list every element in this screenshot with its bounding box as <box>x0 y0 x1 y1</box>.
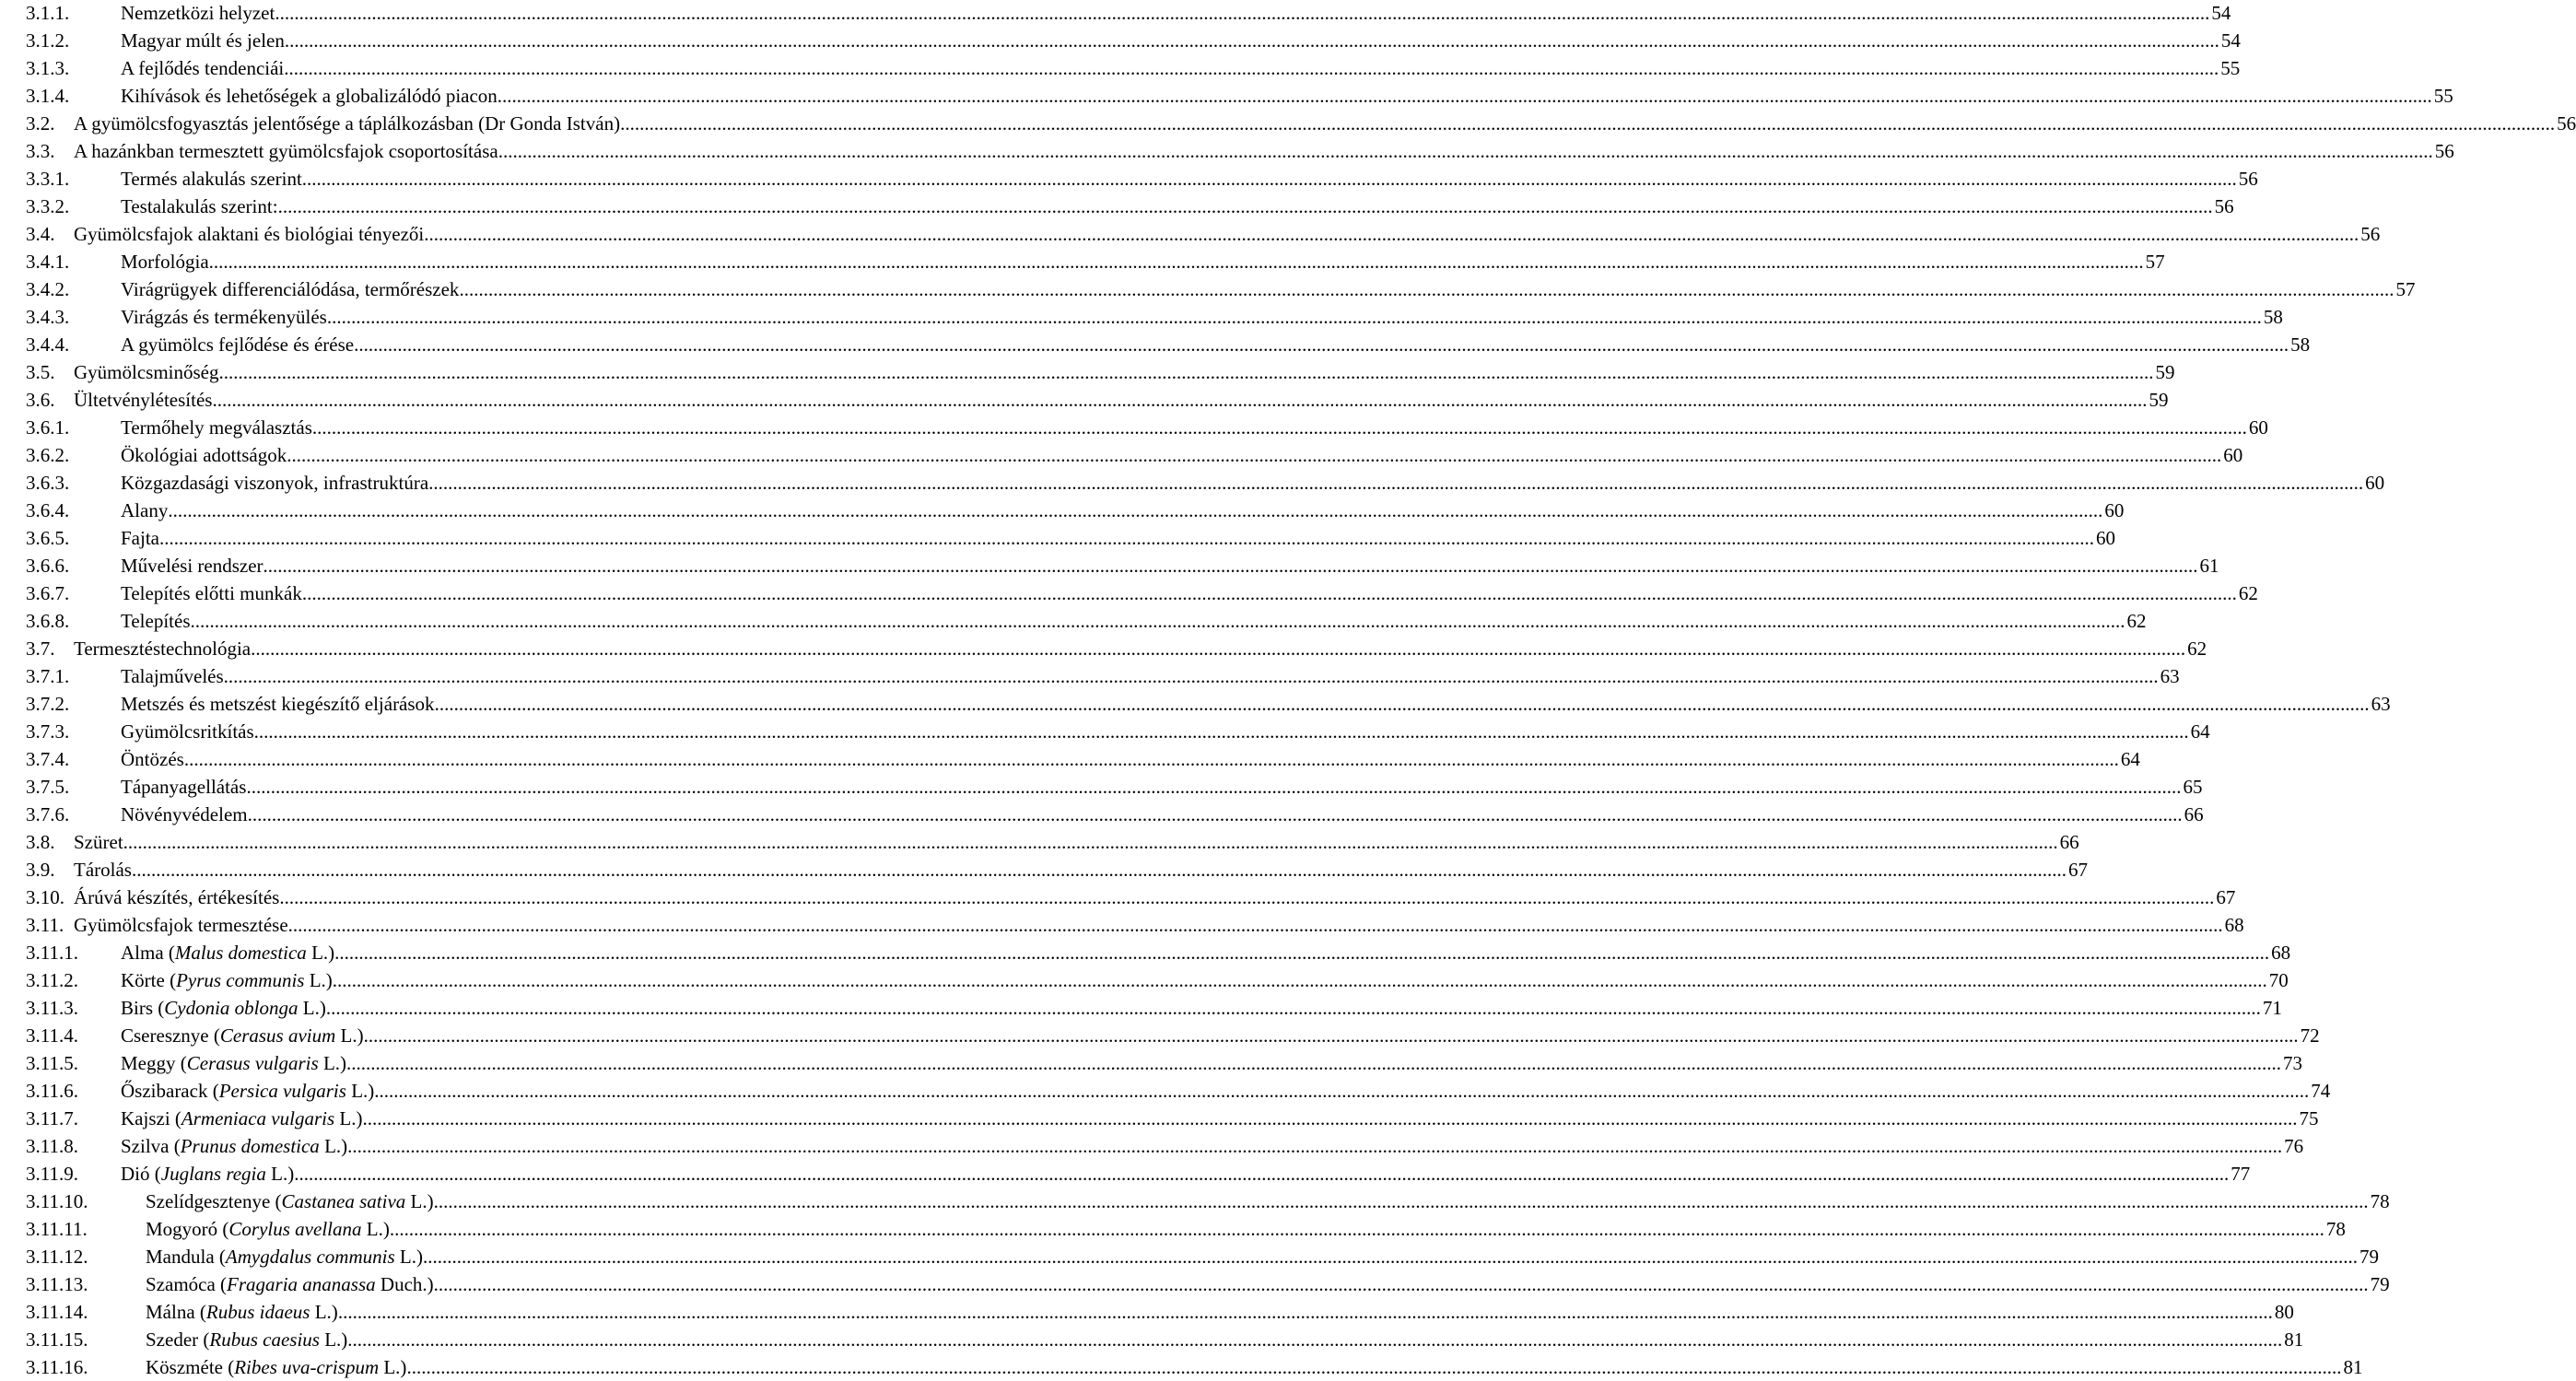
toc-entry-title-latin: Pyrus communis <box>176 969 305 991</box>
toc-entry-number: 3.11.2. <box>26 969 78 991</box>
toc-entry-number: 3.5. <box>26 361 55 383</box>
toc-entry-number: 3.6.1. <box>26 416 70 439</box>
toc-entry-page-number: 57 <box>2395 278 2416 300</box>
toc-entry-number: 3.7.3. <box>26 720 70 743</box>
dot-leader: ................................................................................................................................................................................................................................................................................................................................................................................................................ <box>246 776 2182 798</box>
toc-entry[interactable] <box>0 110 2576 137</box>
dot-leader: ................................................................................................................................................................................................................................................................................................................................................................................................................ <box>428 472 2364 494</box>
dot-leader: ................................................................................................................................................................................................................................................................................................................................................................................................................ <box>183 748 2119 770</box>
toc-entry-page-number: 80 <box>2274 1301 2294 1323</box>
toc-entry-page-number: 55 <box>2433 85 2453 107</box>
toc-entry-title-author: Duch.) <box>375 1273 434 1295</box>
toc-entry-title: Szüret <box>74 831 123 853</box>
toc-entry-title-common: Dió ( <box>121 1163 161 1185</box>
toc-entry[interactable] <box>0 165 2258 193</box>
toc-entry-number: 3.11.16. <box>26 1356 88 1378</box>
toc-entry[interactable] <box>0 275 2416 303</box>
toc-entry[interactable] <box>0 54 2241 82</box>
toc-entry-number: 3.7.1. <box>26 665 70 687</box>
toc-entry[interactable] <box>0 939 2291 966</box>
dot-leader: ................................................................................................................................................................................................................................................................................................................................................................................................................ <box>424 223 2359 245</box>
toc-entry-page-number: 60 <box>2223 444 2243 466</box>
toc-entry-page-number: 78 <box>2325 1218 2346 1240</box>
toc-entry-title-author: L.) <box>345 1080 375 1102</box>
toc-entry[interactable] <box>0 1270 2390 1298</box>
toc-entry-title <box>146 1215 390 1243</box>
toc-entry-title: Tápanyagellátás <box>121 776 247 798</box>
dot-leader: ................................................................................................................................................................................................................................................................................................................................................................................................................ <box>168 499 2103 521</box>
toc-entry-page-number: 56 <box>2434 140 2454 162</box>
toc-entry-title: Növényvédelem <box>121 803 248 825</box>
toc-entry-title-common: Málna ( <box>146 1301 206 1323</box>
toc-entry-title <box>146 1270 434 1298</box>
dot-leader: ................................................................................................................................................................................................................................................................................................................................................................................................................ <box>334 942 2270 964</box>
dot-leader: ................................................................................................................................................................................................................................................................................................................................................................................................................ <box>347 1328 2283 1351</box>
toc-entry-title-common: Meggy ( <box>121 1052 187 1074</box>
toc-entry-title-author: L.) <box>334 1107 363 1129</box>
toc-entry[interactable] <box>0 718 2210 745</box>
toc-entry-page-number: 68 <box>2224 914 2244 936</box>
toc-entry-number: 3.6. <box>26 389 55 411</box>
toc-entry-number: 3.4.2. <box>26 278 70 300</box>
toc-entry-title: Művelési rendszer <box>121 555 263 577</box>
toc-entry[interactable] <box>0 966 2289 994</box>
toc-entry-title <box>121 1105 362 1132</box>
toc-entry-title-common: Szilva ( <box>121 1135 181 1157</box>
toc-entry-page-number: 79 <box>2359 1246 2379 1268</box>
toc-entry-page-number: 68 <box>2271 942 2291 964</box>
dot-leader: ................................................................................................................................................................................................................................................................................................................................................................................................................ <box>346 1052 2282 1074</box>
toc-entry-page-number: 66 <box>2184 803 2204 825</box>
toc-entry-title-common: Kajszi ( <box>121 1107 181 1129</box>
toc-entry-title-common: Köszméte ( <box>146 1356 235 1378</box>
toc-entry-title-author: L.) <box>304 969 333 991</box>
dot-leader: ................................................................................................................................................................................................................................................................................................................................................................................................................ <box>190 610 2125 632</box>
dot-leader: ................................................................................................................................................................................................................................................................................................................................................................................................................ <box>362 1107 2298 1129</box>
toc-entry-number: 3.3.2. <box>26 195 70 217</box>
toc-entry-title: Gyümölcsfajok alaktani és biológiai tényezői <box>74 223 425 245</box>
toc-entry-page-number: 58 <box>2263 306 2283 328</box>
toc-entry-page-number: 55 <box>2220 57 2241 79</box>
dot-leader: ................................................................................................................................................................................................................................................................................................................................................................................................................ <box>459 278 2395 300</box>
toc-entry-title-common: Szeder ( <box>146 1328 210 1351</box>
toc-entry-title-latin: Amygdalus communis <box>225 1246 395 1268</box>
toc-entry-page-number: 71 <box>2262 997 2282 1019</box>
dot-leader: ................................................................................................................................................................................................................................................................................................................................................................................................................ <box>253 720 2189 743</box>
toc-entry-page-number: 60 <box>2248 416 2268 439</box>
toc-entry-number: 3.11.8. <box>26 1135 78 1157</box>
toc-entry-page-number: 60 <box>2096 527 2115 549</box>
toc-entry-title-author: L.) <box>310 1301 338 1323</box>
toc-entry[interactable] <box>0 1215 2346 1243</box>
toc-entry[interactable] <box>0 635 2207 662</box>
toc-entry-page-number: 73 <box>2283 1052 2303 1074</box>
toc-entry[interactable] <box>0 1160 2251 1188</box>
toc-entry-title-latin: Fragaria ananassa <box>227 1273 376 1295</box>
toc-entry-title-author: L.) <box>306 942 335 964</box>
toc-entry-title-latin: Cerasus avium <box>219 1024 336 1047</box>
toc-entry-title-latin: Cerasus vulgaris <box>186 1052 319 1074</box>
toc-entry-title-latin: Juglans regia <box>160 1163 266 1185</box>
toc-entry-title: A gyümölcsfogyasztás jelentősége a táplálkozásban (Dr Gonda István) <box>74 112 621 135</box>
toc-entry-title: Termesztéstechnológia <box>74 638 252 660</box>
toc-entry-title: Nemzetközi helyzet <box>121 2 275 24</box>
toc-entry-title <box>121 1022 364 1049</box>
toc-entry-title-latin: Rubus idaeus <box>205 1301 310 1323</box>
toc-entry-title-latin: Armeniaca vulgaris <box>181 1107 335 1129</box>
toc-entry-title-author: L.) <box>405 1190 434 1212</box>
toc-entry-title-common: Alma ( <box>121 942 175 964</box>
dot-leader: ................................................................................................................................................................................................................................................................................................................................................................................................................ <box>422 1246 2358 1268</box>
toc-entry-title <box>121 939 334 966</box>
toc-entry[interactable] <box>0 137 2454 165</box>
dot-leader: ................................................................................................................................................................................................................................................................................................................................................................................................................ <box>131 859 2067 881</box>
toc-entry-title-common: Körte ( <box>121 969 177 991</box>
toc-entry-number: 3.10. <box>26 886 64 908</box>
toc-entry-title: Metszés és metszést kiegészítő eljárások <box>121 693 435 715</box>
toc-entry-number: 3.8. <box>26 831 55 853</box>
toc-entry-page-number: 81 <box>2343 1356 2363 1378</box>
toc-entry[interactable] <box>0 801 2204 828</box>
toc-entry-title-latin: Rubus caesius <box>209 1328 320 1351</box>
dot-leader: ................................................................................................................................................................................................................................................................................................................................................................................................................ <box>301 168 2237 190</box>
toc-entry-title <box>146 1353 406 1381</box>
toc-entry-number: 3.4. <box>26 223 55 245</box>
toc-entry-title <box>146 1326 347 1353</box>
toc-entry-title-common: Őszibarack ( <box>121 1080 219 1102</box>
toc-entry-title: Közgazdasági viszonyok, infrastruktúra <box>121 472 429 494</box>
toc-entry-number: 3.1.2. <box>26 29 70 52</box>
toc-entry-title: Ültetvénylétesítés <box>74 389 213 411</box>
toc-entry-number: 3.6.3. <box>26 472 70 494</box>
toc-entry-page-number: 67 <box>2216 886 2236 908</box>
toc-entry-page-number: 63 <box>2371 693 2391 715</box>
toc-entry[interactable] <box>0 1049 2303 1077</box>
toc-entry-title <box>146 1243 423 1270</box>
toc-entry-title-latin: Prunus domestica <box>180 1135 320 1157</box>
dot-leader: ................................................................................................................................................................................................................................................................................................................................................................................................................ <box>434 693 2370 715</box>
dot-leader: ................................................................................................................................................................................................................................................................................................................................................................................................................ <box>620 112 2556 135</box>
toc-entry-page-number: 62 <box>2187 638 2207 660</box>
dot-leader: ................................................................................................................................................................................................................................................................................................................................................................................................................ <box>497 85 2432 107</box>
toc-entry-number: 3.1.1. <box>26 2 70 24</box>
toc-entry[interactable] <box>0 828 2079 856</box>
dot-leader: ................................................................................................................................................................................................................................................................................................................................................................................................................ <box>277 195 2213 217</box>
toc-entry[interactable] <box>0 1105 2319 1132</box>
toc-entry-page-number: 56 <box>2360 223 2381 245</box>
toc-entry-title-author: L.) <box>298 997 326 1019</box>
toc-entry-page-number: 54 <box>2211 2 2231 24</box>
toc-entry-title <box>121 1049 346 1077</box>
toc-entry-number: 3.1.3. <box>26 57 70 79</box>
toc-entry-title: Tárolás <box>74 859 132 881</box>
dot-leader: ................................................................................................................................................................................................................................................................................................................................................................................................................ <box>284 57 2219 79</box>
toc-entry-title <box>121 994 326 1022</box>
toc-entry-number: 3.11.14. <box>26 1301 88 1323</box>
toc-entry[interactable] <box>0 856 2088 884</box>
dot-leader: ................................................................................................................................................................................................................................................................................................................................................................................................................ <box>251 638 2186 660</box>
toc-entry[interactable] <box>0 497 2125 524</box>
toc-entry-title-common: Mogyoró ( <box>146 1218 229 1240</box>
toc-entry[interactable] <box>0 1022 2320 1049</box>
dot-leader: ................................................................................................................................................................................................................................................................................................................................................................................................................ <box>325 997 2261 1019</box>
toc-entry-title: Virágrügyek differenciálódása, termőrészek <box>121 278 460 300</box>
toc-entry-title: Morfológia <box>121 251 209 273</box>
toc-entry-title-common: Szelídgesztenye ( <box>146 1190 282 1212</box>
toc-entry-title: Gyümölcsminőség <box>74 361 219 383</box>
dot-leader: ................................................................................................................................................................................................................................................................................................................................................................................................................ <box>294 1163 2230 1185</box>
toc-entry-page-number: 70 <box>2268 969 2289 991</box>
toc-entry[interactable] <box>0 441 2243 469</box>
dot-leader: ................................................................................................................................................................................................................................................................................................................................................................................................................ <box>287 444 2222 466</box>
toc-entry[interactable] <box>0 1353 2363 1381</box>
toc-entry-title: Termőhely megválasztás <box>121 416 312 439</box>
toc-entry[interactable] <box>0 220 2381 248</box>
toc-entry-title-latin: Persica vulgaris <box>218 1080 346 1102</box>
dot-leader: ................................................................................................................................................................................................................................................................................................................................................................................................................ <box>433 1273 2369 1295</box>
dot-leader: ................................................................................................................................................................................................................................................................................................................................................................................................................ <box>212 389 2148 411</box>
toc-entry[interactable] <box>0 1326 2304 1353</box>
dot-leader: ................................................................................................................................................................................................................................................................................................................................................................................................................ <box>332 969 2267 991</box>
toc-entry[interactable] <box>0 1132 2304 1160</box>
toc-entry-number: 3.6.4. <box>26 499 70 521</box>
toc-entry[interactable] <box>0 579 2258 607</box>
toc-entry-number: 3.6.5. <box>26 527 70 549</box>
toc-entry[interactable] <box>0 1298 2294 1326</box>
toc-entry-number: 3.7.6. <box>26 803 70 825</box>
toc-entry-page-number: 59 <box>2149 389 2169 411</box>
toc-entry-title-author: L.) <box>335 1024 364 1047</box>
toc-entry-page-number: 66 <box>2059 831 2079 853</box>
dot-leader: ................................................................................................................................................................................................................................................................................................................................................................................................................ <box>337 1301 2273 1323</box>
toc-entry-number: 3.7.4. <box>26 748 70 770</box>
toc-entry[interactable] <box>0 358 2175 386</box>
toc-entry[interactable] <box>0 607 2147 635</box>
dot-leader: ................................................................................................................................................................................................................................................................................................................................................................................................................ <box>498 140 2433 162</box>
dot-leader: ................................................................................................................................................................................................................................................................................................................................................................................................................ <box>347 1135 2283 1157</box>
dot-leader: ................................................................................................................................................................................................................................................................................................................................................................................................................ <box>406 1356 2342 1378</box>
toc-entry-title-latin: Ribes uva-crispum <box>234 1356 380 1378</box>
toc-entry-page-number: 57 <box>2145 251 2165 273</box>
dot-leader: ................................................................................................................................................................................................................................................................................................................................................................................................................ <box>311 416 2247 439</box>
dot-leader: ................................................................................................................................................................................................................................................................................................................................................................................................................ <box>284 29 2219 52</box>
toc-entry[interactable] <box>0 911 2244 939</box>
toc-entry[interactable] <box>0 745 2140 773</box>
toc-entry-page-number: 75 <box>2299 1107 2319 1129</box>
toc-entry-page-number: 59 <box>2155 361 2175 383</box>
toc-entry-page-number: 60 <box>2365 472 2385 494</box>
toc-entry[interactable] <box>0 0 2231 27</box>
toc-entry-page-number: 60 <box>2104 499 2125 521</box>
dot-leader: ................................................................................................................................................................................................................................................................................................................................................................................................................ <box>208 251 2144 273</box>
toc-entry-title <box>121 1077 374 1105</box>
toc-entry-number: 3.11.1. <box>26 942 78 964</box>
dot-leader: ................................................................................................................................................................................................................................................................................................................................................................................................................ <box>218 361 2154 383</box>
toc-entry-page-number: 67 <box>2067 859 2088 881</box>
toc-entry-title-latin: Malus domestica <box>174 942 307 964</box>
toc-entry-number: 3.6.8. <box>26 610 70 632</box>
toc-entry[interactable] <box>0 303 2283 331</box>
toc-entry-page-number: 77 <box>2231 1163 2251 1185</box>
toc-entry-title-common: Birs ( <box>121 997 165 1019</box>
toc-entry-title: A hazánkban termesztett gyümölcsfajok csoportosítása <box>74 140 498 162</box>
toc-entry-number: 3.11. <box>26 914 64 936</box>
toc-entry-number: 3.11.13. <box>26 1273 88 1295</box>
toc-entry-title: Árúvá készítés, értékesítés <box>74 886 280 908</box>
toc-entry-title <box>121 1160 294 1188</box>
toc-entry[interactable] <box>0 552 2219 579</box>
dot-leader: ................................................................................................................................................................................................................................................................................................................................................................................................................ <box>389 1218 2324 1240</box>
toc-entry-title-latin: Castanea sativa <box>281 1190 406 1212</box>
toc-entry[interactable] <box>0 1077 2331 1105</box>
toc-entry-title-author: L.) <box>265 1163 295 1185</box>
dot-leader: ................................................................................................................................................................................................................................................................................................................................................................................................................ <box>279 886 2215 908</box>
toc-entry-page-number: 78 <box>2370 1190 2390 1212</box>
toc-entry-page-number: 56 <box>2214 195 2234 217</box>
toc-entry-title <box>121 1132 347 1160</box>
dot-leader: ................................................................................................................................................................................................................................................................................................................................................................................................................ <box>354 334 2289 356</box>
toc-entry[interactable] <box>0 884 2236 911</box>
toc-entry-page-number: 62 <box>2126 610 2147 632</box>
toc-entry-title: Virágzás és termékenyülés <box>121 306 327 328</box>
dot-leader: ................................................................................................................................................................................................................................................................................................................................................................................................................ <box>326 306 2262 328</box>
toc-entry-page-number: 64 <box>2120 748 2140 770</box>
toc-entry-title: Öntözés <box>121 748 184 770</box>
toc-entry-number: 3.4.4. <box>26 334 70 356</box>
toc-entry-page-number: 79 <box>2370 1273 2390 1295</box>
toc-entry-number: 3.11.4. <box>26 1024 78 1047</box>
toc-entry-title <box>146 1298 338 1326</box>
toc-entry[interactable] <box>0 524 2115 552</box>
toc-entry-number: 3.6.6. <box>26 555 70 577</box>
dot-leader: ................................................................................................................................................................................................................................................................................................................................................................................................................ <box>374 1080 2310 1102</box>
toc-entry-title: Magyar múlt és jelen <box>121 29 285 52</box>
toc-entry-number: 3.11.10. <box>26 1190 88 1212</box>
toc-entry-title-common: Szamóca ( <box>146 1273 228 1295</box>
toc-entry-title-latin: Corylus avellana <box>228 1218 362 1240</box>
toc-entry-page-number: 58 <box>2290 334 2311 356</box>
toc-entry[interactable] <box>0 27 2241 54</box>
toc-entry-title-author: L.) <box>318 1052 347 1074</box>
toc-entry-number: 3.9. <box>26 859 55 881</box>
toc-entry-title <box>146 1188 434 1215</box>
toc-entry-number: 3.11.15. <box>26 1328 88 1351</box>
toc-entry-number: 3.11.11. <box>26 1218 88 1240</box>
toc-entry[interactable] <box>0 193 2234 220</box>
toc-entry-number: 3.7.2. <box>26 693 70 715</box>
toc-entry-title-author: L.) <box>361 1218 390 1240</box>
toc-entry-title: Gyümölcsfajok termesztése <box>74 914 288 936</box>
dot-leader: ................................................................................................................................................................................................................................................................................................................................................................................................................ <box>287 914 2223 936</box>
toc-entry-title: Gyümölcsritkítás <box>121 720 254 743</box>
toc-entry-number: 3.1.4. <box>26 85 70 107</box>
toc-entry-number: 3.4.1. <box>26 251 70 273</box>
toc-entry-title-common: Mandula ( <box>146 1246 226 1268</box>
toc-entry-title: Ökológiai adottságok <box>121 444 287 466</box>
dot-leader: ................................................................................................................................................................................................................................................................................................................................................................................................................ <box>123 831 2058 853</box>
toc-entry-page-number: 65 <box>2183 776 2203 798</box>
toc-entry-number: 3.4.3. <box>26 306 70 328</box>
toc-entry[interactable] <box>0 773 2203 801</box>
toc-entry[interactable] <box>0 690 2391 718</box>
toc-entry-page-number: 56 <box>2557 112 2576 135</box>
toc-entry-page-number: 64 <box>2190 720 2210 743</box>
toc-entry-number: 3.11.3. <box>26 997 78 1019</box>
toc-entry-number: 3.7. <box>26 638 55 660</box>
toc-entry-title-author: L.) <box>379 1356 407 1378</box>
dot-leader: ................................................................................................................................................................................................................................................................................................................................................................................................................ <box>433 1190 2369 1212</box>
toc-entry-title-author: L.) <box>394 1246 423 1268</box>
toc-entry[interactable] <box>0 469 2385 497</box>
dot-leader: ................................................................................................................................................................................................................................................................................................................................................................................................................ <box>247 803 2183 825</box>
dot-leader: ................................................................................................................................................................................................................................................................................................................................................................................................................ <box>275 2 2210 24</box>
toc-entry-title: Talajművelés <box>121 665 224 687</box>
toc-entry-page-number: 81 <box>2284 1328 2304 1351</box>
toc-entry-number: 3.3.1. <box>26 168 70 190</box>
toc-entry[interactable] <box>0 248 2165 275</box>
toc-entry-title: Testalakulás szerint: <box>121 195 278 217</box>
toc-entry-title: Fajta <box>121 527 159 549</box>
toc-entry-title: Telepítés <box>121 610 191 632</box>
dot-leader: ................................................................................................................................................................................................................................................................................................................................................................................................................ <box>223 665 2159 687</box>
toc-entry[interactable] <box>0 331 2311 358</box>
toc-entry-page-number: 61 <box>2199 555 2219 577</box>
toc-entry[interactable] <box>0 82 2453 110</box>
toc-entry-title: A gyümölcs fejlődése és érése <box>121 334 355 356</box>
toc-entry-number: 3.3. <box>26 140 55 162</box>
toc-entry-title-author: L.) <box>319 1328 348 1351</box>
toc-entry-number: 3.11.5. <box>26 1052 78 1074</box>
dot-leader: ................................................................................................................................................................................................................................................................................................................................................................................................................ <box>301 582 2237 604</box>
toc-entry-title <box>121 966 333 994</box>
toc-entry-title: Telepítés előtti munkák <box>121 582 302 604</box>
toc-entry-title-author: L.) <box>319 1135 348 1157</box>
dot-leader: ................................................................................................................................................................................................................................................................................................................................................................................................................ <box>263 555 2198 577</box>
toc-entry-page-number: 62 <box>2238 582 2258 604</box>
toc-entry-number: 3.11.9. <box>26 1163 78 1185</box>
toc-entry-title: Alany <box>121 499 169 521</box>
toc-entry-page-number: 56 <box>2238 168 2258 190</box>
toc-entry-number: 3.11.12. <box>26 1246 88 1268</box>
toc-entry-number: 3.2. <box>26 112 55 135</box>
toc-entry[interactable] <box>0 994 2282 1022</box>
toc-entry-title: Termés alakulás szerint <box>121 168 302 190</box>
toc-entry-page-number: 74 <box>2311 1080 2331 1102</box>
toc-entry-number: 3.11.6. <box>26 1080 78 1102</box>
toc-entry-title-latin: Cydonia oblonga <box>164 997 299 1019</box>
toc-entry[interactable] <box>0 414 2268 441</box>
toc-entry-page-number: 54 <box>2220 29 2241 52</box>
toc-entry-number: 3.6.2. <box>26 444 70 466</box>
toc-entry-number: 3.7.5. <box>26 776 70 798</box>
toc-entry-title: Kihívások és lehetőségek a globalizálódó piacon <box>121 85 498 107</box>
toc-entry[interactable] <box>0 1188 2390 1215</box>
toc-entry[interactable] <box>0 386 2169 414</box>
toc-entry-number: 3.6.7. <box>26 582 70 604</box>
toc-entry[interactable] <box>0 1243 2379 1270</box>
dot-leader: ................................................................................................................................................................................................................................................................................................................................................................................................................ <box>159 527 2094 549</box>
dot-leader: ................................................................................................................................................................................................................................................................................................................................................................................................................ <box>363 1024 2299 1047</box>
toc-entry-page-number: 76 <box>2284 1135 2304 1157</box>
toc-entry-title-common: Cseresznye ( <box>121 1024 220 1047</box>
toc-entry-page-number: 63 <box>2160 665 2180 687</box>
toc-entry-title: A fejlődés tendenciái <box>121 57 285 79</box>
toc-entry-page-number: 72 <box>2300 1024 2320 1047</box>
toc-entry[interactable] <box>0 662 2180 690</box>
toc-entry-number: 3.11.7. <box>26 1107 78 1129</box>
